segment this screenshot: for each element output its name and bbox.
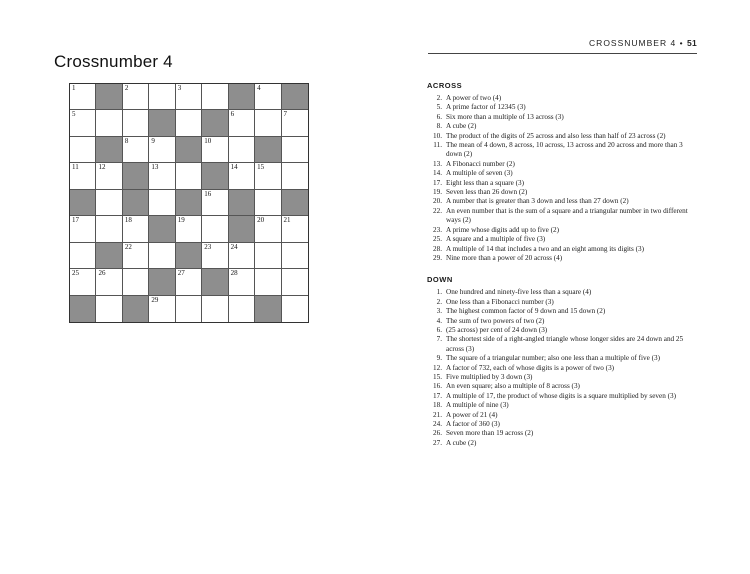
grid-cell[interactable] xyxy=(255,110,281,136)
grid-cell[interactable] xyxy=(202,296,228,322)
grid-cell[interactable] xyxy=(282,163,308,189)
clue-text: Seven more than 19 across (2) xyxy=(446,429,534,438)
grid-cell[interactable] xyxy=(255,269,281,295)
grid-cell[interactable] xyxy=(70,110,96,136)
clue-text: The product of the digits of 25 across and also less than half of 23 across (2) xyxy=(446,131,666,140)
down-clue xyxy=(427,382,699,391)
grid-cell[interactable] xyxy=(123,84,149,110)
down-clue xyxy=(427,354,699,363)
grid-cell[interactable] xyxy=(229,243,255,269)
cell-number: 5 xyxy=(72,110,76,119)
clue-number: 13. xyxy=(433,159,442,168)
grid-cell[interactable] xyxy=(282,137,308,163)
grid-cell[interactable] xyxy=(70,269,96,295)
clue-text: A multiple of seven (3) xyxy=(446,169,513,178)
clue-number: 6. xyxy=(436,325,442,334)
grid-cell-black xyxy=(176,243,202,269)
running-header xyxy=(589,38,697,48)
header-rule xyxy=(428,53,697,54)
grid-cell[interactable] xyxy=(176,269,202,295)
grid-cell[interactable] xyxy=(202,84,228,110)
clue-text: A power of 21 (4) xyxy=(446,410,498,419)
grid-cell-black xyxy=(96,137,122,163)
grid-cell[interactable] xyxy=(96,216,122,242)
grid-cell[interactable] xyxy=(149,190,175,216)
clue-number: 12. xyxy=(433,363,442,372)
grid-cell[interactable] xyxy=(255,163,281,189)
clue-number: 9. xyxy=(436,354,442,363)
across-clue xyxy=(427,169,699,178)
down-clue xyxy=(427,335,699,354)
down-clue xyxy=(427,429,699,438)
cell-number: 10 xyxy=(204,136,212,145)
clue-text: A power of two (4) xyxy=(446,94,502,102)
across-clue xyxy=(427,141,699,160)
cell-number: 26 xyxy=(98,269,106,278)
clue-text: A multiple of 17, the product of whose digits is a square multiplied by seven (3) xyxy=(446,391,676,400)
clue-text: The sum of two powers of two (2) xyxy=(446,316,545,325)
clue-number: 11. xyxy=(433,141,442,150)
cell-number: 28 xyxy=(230,269,238,278)
grid-cell[interactable] xyxy=(123,243,149,269)
clues-column xyxy=(427,81,699,448)
clue-text: One hundred and ninety-five less than a square (4) xyxy=(446,288,592,297)
running-header-section: CROSSNUMBER 4 xyxy=(589,38,677,48)
clue-text: An even square; also a multiple of 8 across (3) xyxy=(446,382,580,391)
cell-number: 20 xyxy=(257,216,265,225)
clue-text: Eight less than a square (3) xyxy=(446,178,525,187)
cell-number: 16 xyxy=(204,189,212,198)
grid-cell[interactable] xyxy=(70,243,96,269)
page-number: 51 xyxy=(686,38,697,48)
clue-text: The highest common factor of 9 down and 15 down (2) xyxy=(446,307,606,316)
clue-text: The shortest side of a right-angled triangle whose longer sides are 24 down and 25 across (3) xyxy=(446,335,684,353)
grid-cell-black xyxy=(123,296,149,322)
cell-number: 4 xyxy=(257,84,261,92)
across-clue xyxy=(427,160,699,169)
grid-cell[interactable] xyxy=(96,190,122,216)
grid-cell-black xyxy=(96,243,122,269)
grid-cell[interactable] xyxy=(229,163,255,189)
across-clue xyxy=(427,197,699,206)
down-clue xyxy=(427,411,699,420)
grid-cell-black xyxy=(149,216,175,242)
clue-number: 26. xyxy=(433,429,442,438)
grid-cell[interactable] xyxy=(96,296,122,322)
clue-text: A number that is greater than 3 down and less than 27 down (2) xyxy=(446,197,629,206)
cell-number: 2 xyxy=(124,84,129,92)
grid-cell[interactable] xyxy=(202,243,228,269)
clue-number: 6. xyxy=(436,112,442,121)
clue-text: A cube (2) xyxy=(446,438,477,447)
clue-number: 17. xyxy=(433,391,442,400)
cell-number: 25 xyxy=(72,269,79,278)
clue-text: A factor of 732, each of whose digits is a power of two (3) xyxy=(446,363,615,372)
across-clue xyxy=(427,103,699,112)
across-clue xyxy=(427,226,699,235)
grid-cell[interactable] xyxy=(70,163,96,189)
clue-number: 28. xyxy=(433,244,442,253)
grid-cell[interactable] xyxy=(96,110,122,136)
grid-cell[interactable] xyxy=(255,243,281,269)
clue-number: 2. xyxy=(436,297,442,306)
cell-number: 13 xyxy=(151,163,159,172)
down-clue xyxy=(427,392,699,401)
grid-cell[interactable] xyxy=(96,163,122,189)
grid-cell[interactable] xyxy=(149,84,175,110)
across-clue xyxy=(427,245,699,254)
cell-number: 19 xyxy=(177,216,185,225)
grid-cell[interactable] xyxy=(282,243,308,269)
clue-number: 24. xyxy=(433,420,442,428)
grid-cell[interactable] xyxy=(149,163,175,189)
cell-number: 29 xyxy=(151,295,159,304)
puzzle-title: Crossnumber 4 xyxy=(54,52,173,71)
grid-cell[interactable] xyxy=(70,84,96,110)
clue-number: 14. xyxy=(433,169,442,178)
across-heading: ACROSS xyxy=(427,81,463,90)
across-clue xyxy=(427,254,699,263)
clue-text: A multiple of nine (3) xyxy=(446,401,509,410)
grid-cell-black xyxy=(70,190,96,216)
across-clue xyxy=(427,179,699,188)
grid-cell[interactable] xyxy=(176,84,202,110)
grid-cell[interactable] xyxy=(229,137,255,163)
grid-cell[interactable] xyxy=(176,216,202,242)
down-clue xyxy=(427,288,699,297)
grid-cell-black xyxy=(149,110,175,136)
cell-number: 24 xyxy=(230,242,238,251)
grid-cell-black xyxy=(176,137,202,163)
down-clue xyxy=(427,307,699,316)
clue-number: 22. xyxy=(433,206,442,215)
crossnumber-grid xyxy=(69,83,309,323)
across-clue xyxy=(427,122,699,131)
cell-number: 23 xyxy=(204,242,212,251)
clue-text: Nine more than a power of 20 across (4) xyxy=(446,253,563,262)
cell-number: 21 xyxy=(283,216,291,225)
down-clue xyxy=(427,298,699,307)
clue-text: The mean of 4 down, 8 across, 10 across, 13 across and 20 across and more than 3 down (2) xyxy=(446,141,683,159)
cell-number: 15 xyxy=(257,163,265,172)
clue-number: 29. xyxy=(433,253,442,262)
cell-number: 1 xyxy=(72,84,76,92)
grid-cell[interactable] xyxy=(70,137,96,163)
clue-number: 18. xyxy=(433,401,442,410)
cell-number: 18 xyxy=(124,216,132,225)
clue-text: Seven less than 26 down (2) xyxy=(446,188,528,197)
grid-cell[interactable] xyxy=(96,269,122,295)
grid-cell[interactable] xyxy=(282,110,308,136)
cell-number: 8 xyxy=(124,136,129,145)
grid-cell[interactable] xyxy=(255,84,281,110)
grid-cell-black xyxy=(123,190,149,216)
clue-text: Six more than a multiple of 13 across (3) xyxy=(446,112,564,121)
clue-text: A factor of 360 (3) xyxy=(446,420,500,428)
down-heading: DOWN xyxy=(427,275,453,285)
down-clue xyxy=(427,401,699,410)
clue-text: The square of a triangular number; also one less than a multiple of five (3) xyxy=(446,354,660,363)
clue-number: 15. xyxy=(433,372,442,381)
grid-cell[interactable] xyxy=(149,296,175,322)
cell-number: 3 xyxy=(177,84,182,92)
grid-cell[interactable] xyxy=(123,137,149,163)
grid-cell-black xyxy=(202,163,228,189)
clue-number: 3. xyxy=(436,307,442,316)
clue-number: 10. xyxy=(433,131,442,140)
clue-text: A cube (2) xyxy=(446,122,477,131)
clue-text: (25 across) per cent of 24 down (3) xyxy=(446,325,548,334)
grid-cell-black xyxy=(255,296,281,322)
grid-cell[interactable] xyxy=(202,216,228,242)
cell-number: 9 xyxy=(151,136,155,145)
clue-text: A Fibonacci number (2) xyxy=(446,159,515,168)
across-clue xyxy=(427,132,699,141)
grid-cell-black xyxy=(282,190,308,216)
cell-number: 17 xyxy=(72,216,79,225)
clue-number: 23. xyxy=(433,225,442,234)
across-clues xyxy=(427,94,699,263)
grid-cell[interactable] xyxy=(176,296,202,322)
grid-cell-black xyxy=(255,137,281,163)
grid-cell-black xyxy=(149,269,175,295)
down-clue xyxy=(427,317,699,326)
cell-number: 12 xyxy=(98,163,106,172)
grid-cell-black xyxy=(70,296,96,322)
clue-text: A prime factor of 12345 (3) xyxy=(446,103,526,112)
clue-number: 25. xyxy=(433,235,442,244)
clue-number: 4. xyxy=(436,316,442,325)
clue-number: 2. xyxy=(436,94,442,102)
down-clue xyxy=(427,439,699,448)
grid-cell-black xyxy=(202,269,228,295)
grid-cell[interactable] xyxy=(176,163,202,189)
across-clue xyxy=(427,113,699,122)
grid-cell-black xyxy=(229,84,255,110)
down-clue xyxy=(427,373,699,382)
grid-cell[interactable] xyxy=(282,216,308,242)
grid-cell[interactable] xyxy=(70,216,96,242)
grid-cell[interactable] xyxy=(149,243,175,269)
grid-cell[interactable] xyxy=(282,296,308,322)
grid-cell-black xyxy=(229,216,255,242)
clue-number: 17. xyxy=(433,178,442,187)
grid-cell-black xyxy=(123,163,149,189)
grid-cell-black xyxy=(96,84,122,110)
clue-text: Five multiplied by 3 down (3) xyxy=(446,372,533,381)
grid-cell[interactable] xyxy=(255,190,281,216)
grid-cell-black xyxy=(282,84,308,110)
grid-cell[interactable] xyxy=(282,269,308,295)
grid-cell[interactable] xyxy=(202,137,228,163)
down-clue xyxy=(427,420,699,429)
clue-number: 7. xyxy=(436,335,442,344)
grid-cell[interactable] xyxy=(229,110,255,136)
grid-cell[interactable] xyxy=(149,137,175,163)
clue-number: 21. xyxy=(433,410,442,419)
cell-number: 6 xyxy=(230,110,235,119)
clue-number: 20. xyxy=(433,197,442,206)
across-clue xyxy=(427,207,699,226)
across-clue xyxy=(427,94,699,103)
grid-cell-black xyxy=(229,190,255,216)
grid-cell-black xyxy=(202,110,228,136)
cell-number: 22 xyxy=(124,242,132,251)
down-clue xyxy=(427,326,699,335)
clue-number: 27. xyxy=(433,438,442,447)
clue-text: A square and a multiple of five (3) xyxy=(446,235,546,244)
clue-text: One less than a Fibonacci number (3) xyxy=(446,297,554,306)
across-clue xyxy=(427,235,699,244)
grid-cell[interactable] xyxy=(176,110,202,136)
clue-text: A prime whose digits add up to five (2) xyxy=(446,225,559,234)
clue-number: 8. xyxy=(436,122,442,131)
grid-cell[interactable] xyxy=(123,269,149,295)
cell-number: 7 xyxy=(283,110,288,119)
cell-number: 27 xyxy=(177,269,185,278)
running-header-separator: • xyxy=(679,38,684,48)
cell-number: 11 xyxy=(72,163,79,172)
clue-text: An even number that is the sum of a square and a triangular number in two different ways (2) xyxy=(446,206,688,225)
clue-number: 5. xyxy=(436,103,442,112)
down-clues xyxy=(427,288,699,448)
grid-cell[interactable] xyxy=(202,190,228,216)
across-clue xyxy=(427,188,699,197)
clue-number: 16. xyxy=(433,382,442,391)
clue-number: 1. xyxy=(436,288,442,297)
grid-cell[interactable] xyxy=(229,269,255,295)
grid-cell[interactable] xyxy=(229,296,255,322)
grid-cell-black xyxy=(176,190,202,216)
grid-cell[interactable] xyxy=(123,110,149,136)
clue-text: A multiple of 14 that includes a two and an eight among its digits (3) xyxy=(446,244,645,253)
grid-cell[interactable] xyxy=(255,216,281,242)
cell-number: 14 xyxy=(230,163,238,172)
clue-number: 19. xyxy=(433,188,442,197)
grid-cell[interactable] xyxy=(123,216,149,242)
down-clue xyxy=(427,364,699,373)
